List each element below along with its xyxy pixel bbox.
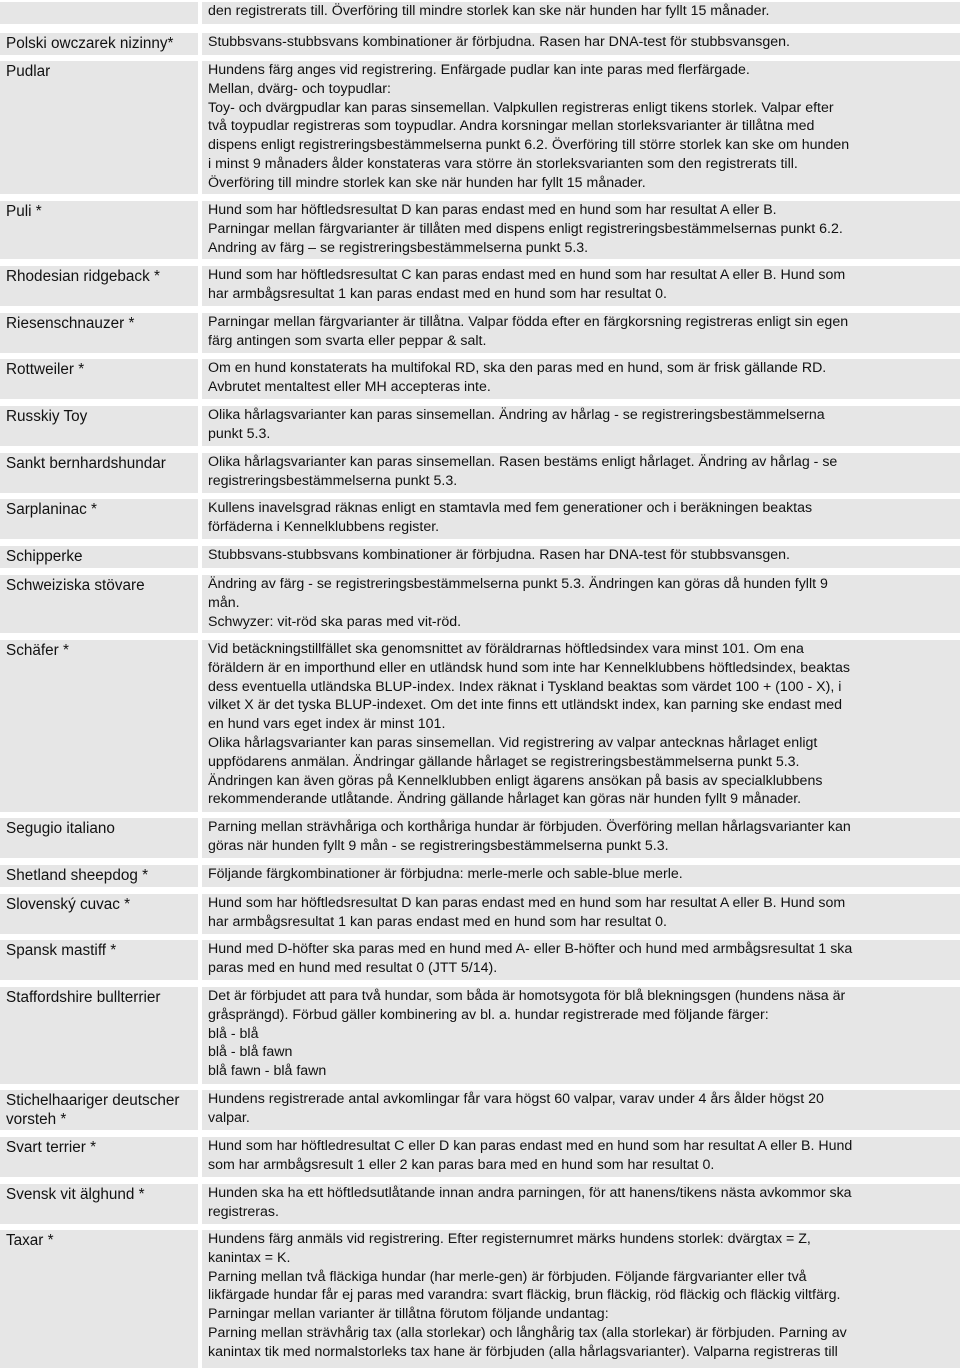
table-row xyxy=(0,1230,960,1368)
breed-rule-cell: Stubbsvans-stubbsvans kombinationer är förbjudna. Rasen har DNA-test för stubbsvansgen. xyxy=(202,546,960,568)
breed-name-cell: Svart terrier * xyxy=(0,1137,198,1177)
breed-name-cell: Riesenschnauzer * xyxy=(0,313,198,353)
breed-rule-cell: Vid betäckningstillfället ska genomsnittet av föräldrarnas höftledsindex vara minst 101. Om ena föräldern är en importhund eller en utländsk hund som inte har Kennelklubbens höftledsindex, beaktas dess eventuella utländska BLUP-index. Index räknat i Tyskland beaktas som värdet 100 + (100 - X), i vilket X är det tyska BLUP-indexet. Om det inte finns ett utländskt index, kan parning ske endast med en hund vars eget index är minst 101. Olika hårlagsvarianter kan paras sinsemellan. Vid registrering av valpar antecknas hårlaget enligt uppfödarens anmälan. Ändringar gällande hårlaget se registreringsbestämmelserna punkt 5.3. Ändringen kan även göras på Kennelklubben enligt ägarens ansökan på basis av specialklubbens rekommenderande utlåtande. Ändring gällande hårlaget kan göras när hunden fyllt 9 månader. xyxy=(202,640,960,812)
breed-rule-cell: Hund med D-höfter ska paras med en hund med A- eller B-höfter och hund med armbågsresultat 1 ska paras med en hund med resultat 0 (JTT 5/14). xyxy=(202,940,960,980)
breed-name-cell: Schweiziska stövare xyxy=(0,575,198,633)
breed-name-cell: Staffordshire bullterrier xyxy=(0,987,198,1084)
table-row xyxy=(0,575,960,633)
table-row xyxy=(0,266,960,306)
table-row xyxy=(0,406,960,446)
breed-name-cell: Sankt bernhardshundar xyxy=(0,453,198,493)
breed-rule-cell: Hundens registrerade antal avkomlingar får vara högst 60 valpar, varav under 4 års ålder högst 20 valpar. xyxy=(202,1090,960,1130)
table-row xyxy=(0,2,960,24)
breed-name-cell: Polski owczarek nizinny* xyxy=(0,33,198,55)
breed-name-cell: Rhodesian ridgeback * xyxy=(0,266,198,306)
breed-name-cell: Puli * xyxy=(0,201,198,259)
table-row xyxy=(0,940,960,980)
table-row xyxy=(0,313,960,353)
breed-name-cell: Stichelhaariger deutscher vorsteh * xyxy=(0,1090,198,1130)
breed-rule-cell: Om en hund konstaterats ha multifokal RD, ska den paras med en hund, som är frisk gällande RD. Avbrutet mentaltest eller MH accepteras inte. xyxy=(202,359,960,399)
breed-name-cell: Pudlar xyxy=(0,61,198,194)
breed-rule-cell: den registrerats till. Överföring till mindre storlek kan ske när hunden har fyllt 15 månader. xyxy=(202,2,960,24)
breed-name-cell: Rottweiler * xyxy=(0,359,198,399)
table-row xyxy=(0,546,960,568)
breed-rule-cell: Olika hårlagsvarianter kan paras sinsemellan. Ändring av hårlag - se registreringsbestämmelserna punkt 5.3. xyxy=(202,406,960,446)
table-row xyxy=(0,640,960,812)
breed-name-cell: Shetland sheepdog * xyxy=(0,865,198,887)
breed-rule-cell: Kullens inavelsgrad räknas enligt en stamtavla med fem generationer och i beräkningen beaktas förfäderna i Kennelklubbens register. xyxy=(202,499,960,539)
breed-rule-cell: Hund som har höftledsresultat D kan paras endast med en hund som har resultat A eller B. Parningar mellan färgvarianter är tillåten med dispens enligt registreringsbestämmelsernas punkt 6.2. Andring av färg – se registreringsbestämmelserna punkt 5.3. xyxy=(202,201,960,259)
breed-name-cell: Schipperke xyxy=(0,546,198,568)
table-row xyxy=(0,894,960,934)
breed-name-cell: Russkiy Toy xyxy=(0,406,198,446)
breed-rule-cell: Hunden ska ha ett höftledsutlåtande innan andra parningen, för att hanens/tikens nästa avkommor ska registreras. xyxy=(202,1184,960,1224)
breed-name-cell xyxy=(0,2,198,24)
breed-rule-cell: Stubbsvans-stubbsvans kombinationer är förbjudna. Rasen har DNA-test för stubbsvansgen. xyxy=(202,33,960,55)
breed-rule-cell: Hund som har höftledresultat C eller D kan paras endast med en hund som har resultat A eller B. Hund som har armbågsresult 1 eller 2 kan paras bara med en hund som har resultat 0. xyxy=(202,1137,960,1177)
breed-name-cell: Segugio italiano xyxy=(0,818,198,858)
breed-name-cell: Slovenský cuvac * xyxy=(0,894,198,934)
table-row xyxy=(0,359,960,399)
breed-rule-cell: Följande färgkombinationer är förbjudna: merle-merle och sable-blue merle. xyxy=(202,865,960,887)
table-row xyxy=(0,499,960,539)
breed-rule-cell: Parning mellan strävhåriga och korthåriga hundar är förbjuden. Överföring mellan hårlagsvarianter kan göras när hunden fyllt 9 mån - se registreringsbestämmelserna punkt 5.3. xyxy=(202,818,960,858)
table-row xyxy=(0,61,960,194)
breed-rule-cell: Det är förbjudet att para två hundar, som båda är homotsygota för blå blekningsgen (hundens näsa är gråsprängd). Förbud gäller kombinering av bl. a. hundar registrerade med följande färger: blå - blå blå - blå fawn blå fawn - blå fawn xyxy=(202,987,960,1084)
breed-name-cell: Taxar * xyxy=(0,1230,198,1368)
breed-name-cell: Schäfer * xyxy=(0,640,198,812)
table-row xyxy=(0,1090,960,1130)
breed-name-cell: Spansk mastiff * xyxy=(0,940,198,980)
breed-name-cell: Sarplaninac * xyxy=(0,499,198,539)
table-row xyxy=(0,453,960,493)
breed-rule-cell: Hund som har höftledsresultat C kan paras endast med en hund som har resultat A eller B. Hund som har armbågsresultat 1 kan paras endast med en hund som har resultat 0. xyxy=(202,266,960,306)
breed-rule-cell: Olika hårlagsvarianter kan paras sinsemellan. Rasen bestäms enligt hårlaget. Ändring av hårlag - se registreringsbestämmelserna punkt 5.3. xyxy=(202,453,960,493)
table-row xyxy=(0,1137,960,1177)
breed-name-cell: Svensk vit älghund * xyxy=(0,1184,198,1224)
table-row xyxy=(0,201,960,259)
breed-rule-cell: Hundens färg anges vid registrering. Enfärgade pudlar kan inte paras med flerfärgade. Mellan, dvärg- och toypudlar: Toy- och dvärgpudlar kan paras sinsemellan. Valpkullen registreras enligt tikens storlek. Valpar efter två toypudlar registreras som toypudlar. Andra korsningar mellan storleksvarianter är tillåtna med dispens enligt registreringsbestämmelserna punkt 6.2. Överföring till större storlek kan ske om hunden i minst 9 månaders ålder konstateras vara större än storleksvarianten som den registrerats till. Överföring till mindre storlek kan ske när hunden har fyllt 15 månader. xyxy=(202,61,960,194)
table-row xyxy=(0,33,960,55)
table-row xyxy=(0,865,960,887)
breed-rule-cell: Ändring av färg - se registreringsbestämmelserna punkt 5.3. Ändringen kan göras då hunden fyllt 9 mån. Schwyzer: vit-röd ska paras med vit-röd. xyxy=(202,575,960,633)
table-row xyxy=(0,818,960,858)
table-row xyxy=(0,987,960,1084)
breed-rule-cell: Hund som har höftledsresultat D kan paras endast med en hund som har resultat A eller B. Hund som har armbågsresultat 1 kan paras endast med en hund som har resultat 0. xyxy=(202,894,960,934)
breed-rule-cell: Parningar mellan färgvarianter är tillåtna. Valpar födda efter en färgkorsning registreras enligt sin egen färg antingen som svarta eller peppar & salt. xyxy=(202,313,960,353)
breed-rule-cell: Hundens färg anmäls vid registrering. Efter registernumret märks hundens storlek: dvärgtax = Z, kanintax = K. Parning mellan två fläckiga hundar (har merle-gen) är förbjuden. Följande färgvarianter eller två likfärgade hundar får ej paras med varandra: svart fläckig, brun fläckig, röd fläckig och fläckig viltfärg. Parningar mellan varianter är tillåtna förutom följande undantag: Parning mellan strävhårig tax (alla storlekar) och långhårig tax (alla storlekar) är förbjuden. Parning av kanintax tik med normalstorleks tax hane är förbjuden (alla hårlagsvarianter). Valparna registreras till xyxy=(202,1230,960,1368)
table-row xyxy=(0,1184,960,1224)
